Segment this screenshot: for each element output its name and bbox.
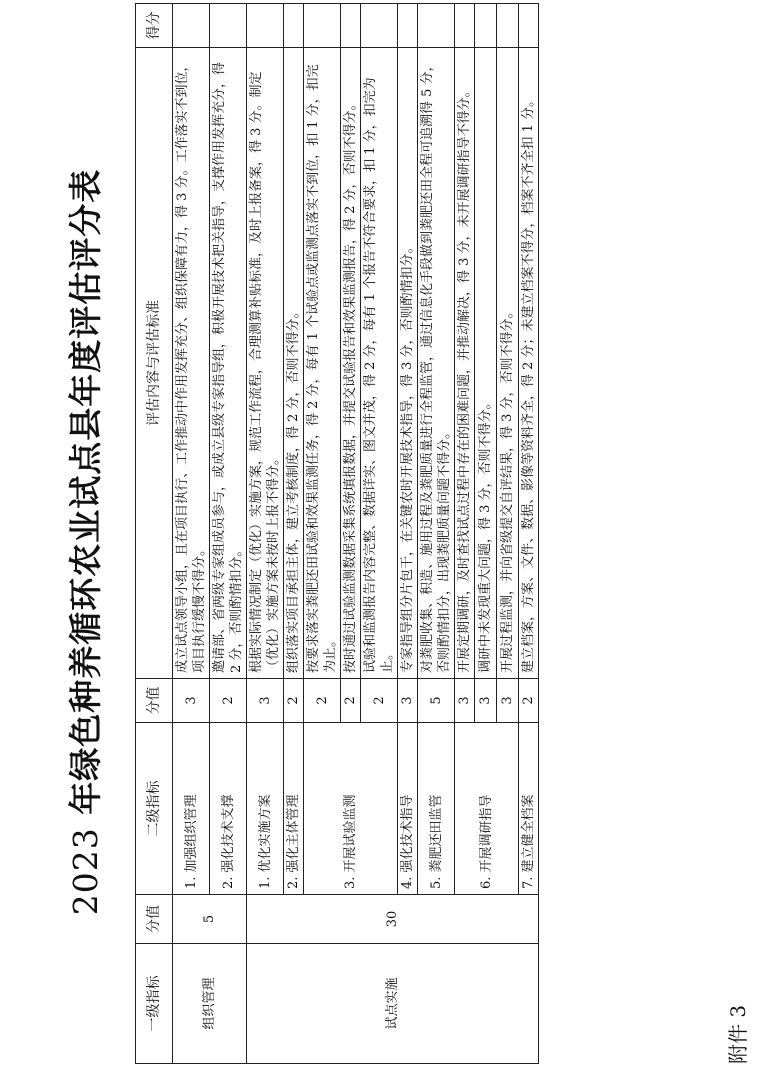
group-score: 30 bbox=[247, 895, 539, 944]
got-cell[interactable] bbox=[173, 4, 210, 48]
criteria-cell: 试验和监测报告内容完整、数据详实、图文并茂，得 2 分，每有 1 个报告不符合要求，扣 1 分，扣完为止。 bbox=[361, 48, 398, 679]
criteria-cell: 根据实际情况制定（优化）实施方案，规范工作流程，合理测算补贴标准，及时上报备案，得 3 分。制定（优化）实施方案未按时上报不得分。 bbox=[247, 48, 284, 679]
group-score: 5 bbox=[173, 895, 247, 944]
got-cell[interactable] bbox=[284, 4, 304, 48]
level2-cell: 5. 粪肥还田监管 bbox=[418, 723, 455, 895]
score-cell: 3 bbox=[173, 679, 210, 723]
header-level1: 一级指标 bbox=[136, 944, 173, 1064]
score-cell: 3 bbox=[247, 679, 284, 723]
criteria-cell: 建立档案，方案、文件、数据、影像等资料齐全，得 2 分；未建立档案不得分，档案不齐全扣 1 分。 bbox=[519, 48, 539, 679]
header-score2: 分值 bbox=[136, 679, 173, 723]
score-cell: 2 bbox=[361, 679, 398, 723]
level2-cell: 7. 建立健全档案 bbox=[519, 723, 539, 895]
table-row bbox=[247, 4, 284, 1064]
got-cell[interactable] bbox=[475, 4, 497, 48]
criteria-cell: 按要求落实粪肥还田试验和效果监测任务，得 2 分，每有 1 个试验点或监测点落实不到位，扣 1 分，扣完为止。 bbox=[304, 48, 341, 679]
score-cell: 3 bbox=[455, 679, 475, 723]
title-year: 2023 bbox=[66, 827, 105, 916]
criteria-cell: 对粪肥收集、积造、施用过程及粪肥质量进行全程监管，通过信息化手段做到粪肥还田全程可追溯得 5 分，否则酌情扣分，出现粪肥质量问题不得分。 bbox=[418, 48, 455, 679]
level2-cell: 6. 开展调研指导 bbox=[455, 723, 519, 895]
level2-cell: 2. 强化主体管理 bbox=[284, 723, 304, 895]
score-cell: 3 bbox=[398, 679, 418, 723]
score-cell: 2 bbox=[284, 679, 304, 723]
got-cell[interactable] bbox=[519, 4, 539, 48]
criteria-cell: 专家指导组分片包干，在关键农时开展技术指导，得 3 分，否则酌情扣分。 bbox=[398, 48, 418, 679]
header-level2: 二级指标 bbox=[136, 723, 173, 895]
header-criteria: 评估内容与评估标准 bbox=[136, 48, 173, 679]
score-cell: 2 bbox=[304, 679, 341, 723]
score-cell: 2 bbox=[519, 679, 539, 723]
criteria-cell: 调研中未发现重大问题，得 3 分，否则不得分。 bbox=[475, 48, 497, 679]
title-text: 年绿色种养循环农业试点县年度评估评分表 bbox=[66, 168, 105, 828]
header-got: 得分 bbox=[136, 4, 173, 48]
got-cell[interactable] bbox=[341, 4, 361, 48]
got-cell[interactable] bbox=[247, 4, 284, 48]
got-cell[interactable] bbox=[361, 4, 398, 48]
level2-cell: 2. 强化技术支撑 bbox=[210, 723, 247, 895]
got-cell[interactable] bbox=[455, 4, 475, 48]
got-cell[interactable] bbox=[210, 4, 247, 48]
score-cell: 2 bbox=[210, 679, 247, 723]
page-title bbox=[60, 162, 107, 922]
got-cell[interactable] bbox=[418, 4, 455, 48]
level2-cell: 1. 加强组织管理 bbox=[173, 723, 210, 895]
criteria-cell: 开展过程监测，并向省级提交自评结果，得 3 分，否则不得分。 bbox=[497, 48, 519, 679]
level2-cell: 3. 开展试验监测 bbox=[304, 723, 398, 895]
criteria-cell: 开展定期调研，及时查找试点过程中存在的困难问题，并推动解决，得 3 分，未开展调研指导不得分。 bbox=[455, 48, 475, 679]
group-name: 组织管理 bbox=[173, 944, 247, 1064]
level2-cell: 4. 强化技术指导 bbox=[398, 723, 418, 895]
header-score1: 分值 bbox=[136, 895, 173, 944]
got-cell[interactable] bbox=[304, 4, 341, 48]
got-cell[interactable] bbox=[497, 4, 519, 48]
criteria-cell: 成立试点领导小组，且在项目执行、工作推动中作用发挥充分、组织保障有力，得 3 分。工作落实不到位，项目执行缓慢不得分。 bbox=[173, 48, 210, 679]
group-name: 试点实施 bbox=[247, 944, 539, 1064]
score-cell: 3 bbox=[475, 679, 497, 723]
got-cell[interactable] bbox=[398, 4, 418, 48]
table-row bbox=[173, 4, 210, 1064]
level2-cell: 1. 优化实施方案 bbox=[247, 723, 284, 895]
header-row bbox=[136, 4, 173, 1064]
criteria-cell: 按时通过试验监测数据采集系统填报数据，并提交试验报告和效果监测报告，得 2 分，否则不得分。 bbox=[341, 48, 361, 679]
criteria-cell: 组织落实项目承担主体，建立考核制度，得 2 分，否则不得分。 bbox=[284, 48, 304, 679]
score-cell: 5 bbox=[418, 679, 455, 723]
score-cell: 2 bbox=[341, 679, 361, 723]
criteria-cell: 邀请部、省两级专家组成员参与，或成立县级专家指导组，积极开展技术把关指导，支撑作用发挥充分，得 2 分，否则酌情扣分。 bbox=[210, 48, 247, 679]
score-cell: 3 bbox=[497, 679, 519, 723]
attachment-label: 附件 3 bbox=[726, 1004, 750, 1064]
score-table bbox=[135, 3, 539, 1064]
